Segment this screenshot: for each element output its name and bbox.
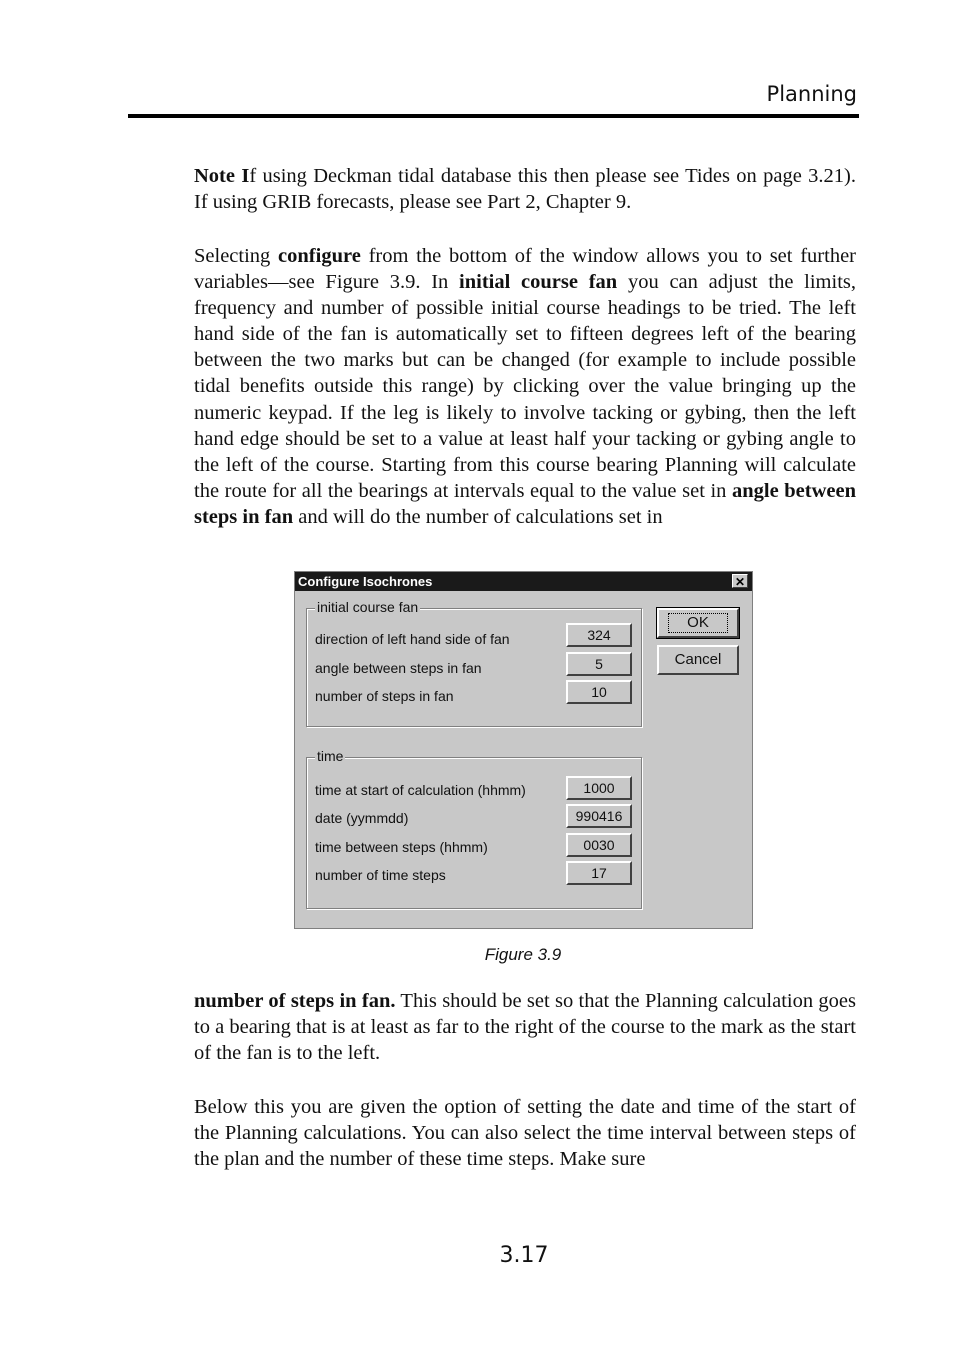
group-label-fan: initial course fan (317, 599, 419, 615)
field-label: number of time steps (315, 867, 446, 883)
body-text: Selecting (194, 245, 279, 267)
cancel-button[interactable]: Cancel (657, 645, 739, 675)
body-text: from the bottom of the window allows you to set further variables—see Figure 3.9. In (194, 245, 856, 294)
date-field[interactable]: 990416 (566, 804, 632, 828)
ok-button-label: OK (668, 613, 728, 633)
initial-course-fan-group (306, 599, 642, 727)
group-label-time: time (317, 748, 344, 764)
start-time-field[interactable]: 1000 (566, 776, 632, 800)
body-text: and will do the number of calculations set in (293, 505, 663, 528)
field-label: date (yymmdd) (315, 810, 409, 826)
body-text: This should be set so that the Planning calculation goes to a bearing that is at least as far to the right of the course to the mark as the start of the fan is to the left. (194, 990, 856, 1065)
body-text: Below this you are given the option of setting the date and time of the start of the Planning calculations. You can also select the time interval between steps of the plan and the number of these time steps. Make sure (194, 1096, 856, 1171)
angle-between-steps-field[interactable]: 5 (566, 652, 632, 676)
configure-isochrones-dialog (294, 571, 753, 929)
field-label: angle between steps in fan (315, 660, 482, 676)
paragraph-time (194, 1094, 856, 1172)
field-label: direction of left hand side of fan (315, 631, 510, 647)
bold-text: initial course fan (459, 271, 618, 294)
figure-caption: Figure 3.9 (484, 945, 562, 964)
direction-left-side-field[interactable]: 324 (566, 623, 632, 647)
field-label: number of steps in fan (315, 688, 454, 704)
page-header (128, 84, 859, 118)
bold-text: configure (278, 245, 361, 267)
paragraph-configure (194, 243, 856, 530)
running-head: Planning (766, 82, 857, 106)
body-text: f using Deckman tidal database this then please see Tides on page 3.21). If using GRIB forecasts, please see Part 2, Chapter 9. (194, 165, 856, 214)
bold-text: number of steps in fan. (194, 990, 396, 1012)
ok-button[interactable] (657, 608, 739, 638)
page-number: 3.17 (499, 1243, 549, 1268)
number-of-time-steps-field[interactable]: 17 (566, 861, 632, 885)
time-group (306, 748, 642, 909)
paragraph-note (194, 163, 856, 215)
body-text: you can adjust the limits, frequency and number of possible initial course headings to be tried. The left hand side of the fan is automatically set to fifteen degrees left of the bearing between the two marks but can be changed (for example to include possible tidal benefits outside this range) by clicking over the value bringing up the numeric keypad. If the leg is likely to involve tacking or gybing, then the left hand edge should be set to a value at least half your tacking or gybing angle to the left of the course. Starting from this course bearing Planning will calculate the route for all the bearings at intervals equal to the value set in (194, 271, 856, 502)
close-icon[interactable]: ✕ (732, 574, 748, 588)
bold-text: angle between steps in fan (194, 479, 856, 528)
time-between-steps-field[interactable]: 0030 (566, 833, 632, 857)
dialog-title: Configure Isochrones (298, 574, 433, 589)
bold-text: Note I (194, 165, 250, 187)
field-label: time at start of calculation (hhmm) (315, 782, 526, 798)
number-of-steps-field[interactable]: 10 (566, 680, 632, 704)
paragraph-steps (194, 988, 856, 1066)
dialog-titlebar (295, 572, 752, 591)
field-label: time between steps (hhmm) (315, 839, 488, 855)
